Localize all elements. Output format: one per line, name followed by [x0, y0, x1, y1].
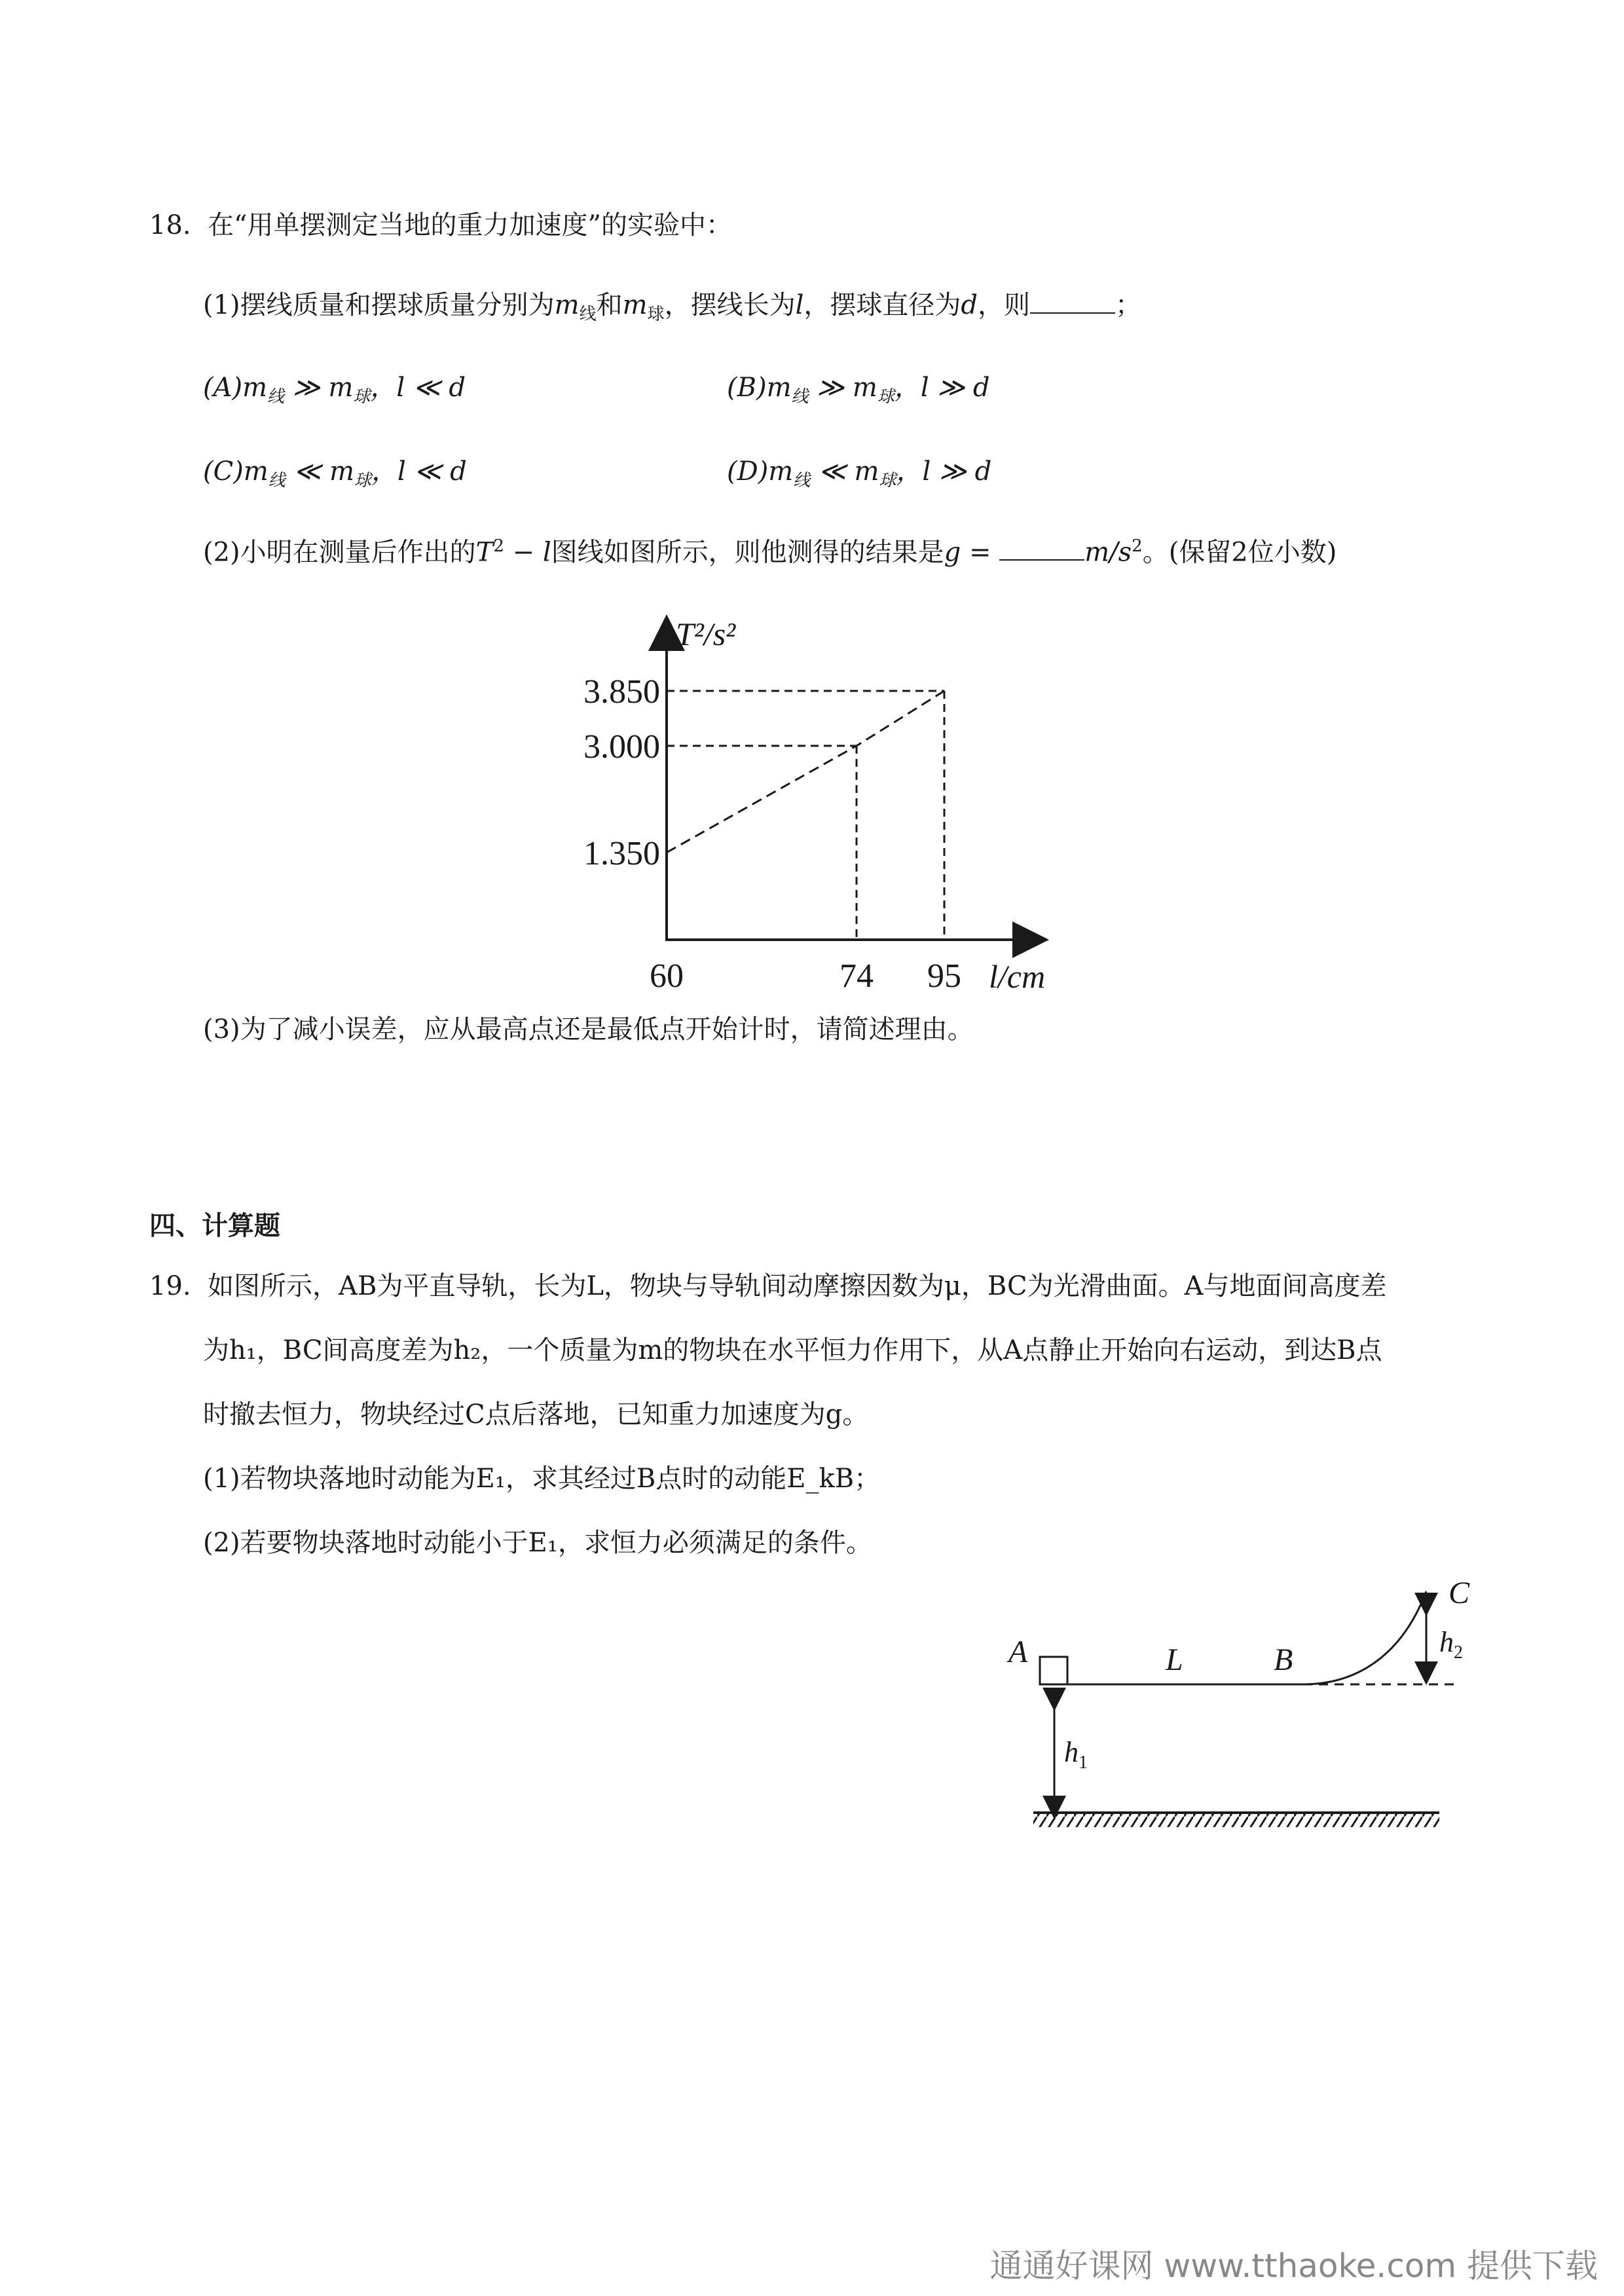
x-tick-95: 95	[927, 957, 961, 995]
y-tick-3.850: 3.850	[583, 673, 660, 711]
t2-l-chart	[524, 609, 1074, 1002]
label-a: A	[1008, 1635, 1028, 1669]
curved-surface	[1303, 1591, 1426, 1684]
option-a: $(A)m_线$ ≫ $m_球$，l ≪ d	[203, 373, 466, 407]
track-diagram	[982, 1572, 1493, 1847]
answer-blank-2[interactable]	[999, 536, 1084, 561]
q18-stem: 18. 在“用单摆测定当地的重力加速度”的实验中：	[149, 210, 732, 240]
option-d: $(D)m_线$ ≪ $m_球$，l ≫ d	[727, 456, 992, 491]
q18-part2: (2)小明在测量后作出的$T^2 - l$图线如图所示，则他测得的结果是$g = m/s^2$。(保留2位小数)	[203, 536, 1337, 568]
q19-line2: 为h₁，BC间高度差为h₂，一个质量为m的物块在水平恒力作用下，从A点静止开始向右运动，到达B点	[203, 1335, 1382, 1365]
q19-part1: (1)若物块落地时动能为E₁，求其经过B点时的动能E_kB；	[203, 1464, 881, 1494]
footer-watermark: 通通好课网 www.tthaoke.com 提供下载	[989, 2247, 1598, 2285]
y-axis-label: T²/s²	[676, 616, 736, 652]
q18-part1: (1)摆线质量和摆球质量分别为$m_线$和$m_球$，摆线长为l，摆球直径为d，则 ；	[203, 290, 1141, 324]
q19-part2: (2)若要物块落地时动能小于E₁，求恒力必须满足的条件。	[203, 1528, 872, 1558]
x-axis-label: l/cm	[989, 958, 1046, 995]
q18-part3: (3)为了减小误差，应从最高点还是最低点开始计时，请简述理由。	[203, 1014, 974, 1045]
x-tick-74: 74	[840, 957, 874, 995]
y-tick-3.000: 3.000	[583, 728, 660, 766]
ground	[1033, 1813, 1439, 1827]
label-c: C	[1449, 1576, 1470, 1610]
data-line	[667, 691, 944, 853]
label-h1: $h_1$	[1064, 1736, 1088, 1773]
q19-line3: 时撤去恒力，物块经过C点后落地，已知重力加速度为g。	[203, 1399, 869, 1430]
label-b: B	[1274, 1642, 1293, 1677]
section-heading: 四、计算题	[149, 1211, 280, 1241]
answer-blank-1[interactable]	[1030, 289, 1115, 314]
option-b: $(B)m_线$ ≫ $m_球$，l ≫ d	[727, 373, 990, 407]
label-l: L	[1166, 1642, 1183, 1677]
block	[1040, 1657, 1067, 1684]
x-tick-60: 60	[650, 957, 684, 995]
y-tick-1.350: 1.350	[583, 834, 660, 872]
label-h2: $h_2$	[1439, 1626, 1463, 1663]
q19-line1: 19. 如图所示，AB为平直导轨，长为L，物块与导轨间动摩擦因数为μ，BC为光滑曲面。A与地面间高度差	[149, 1271, 1387, 1301]
option-c: $(C)m_线$ ≪ $m_球$，l ≪ d	[203, 456, 467, 491]
